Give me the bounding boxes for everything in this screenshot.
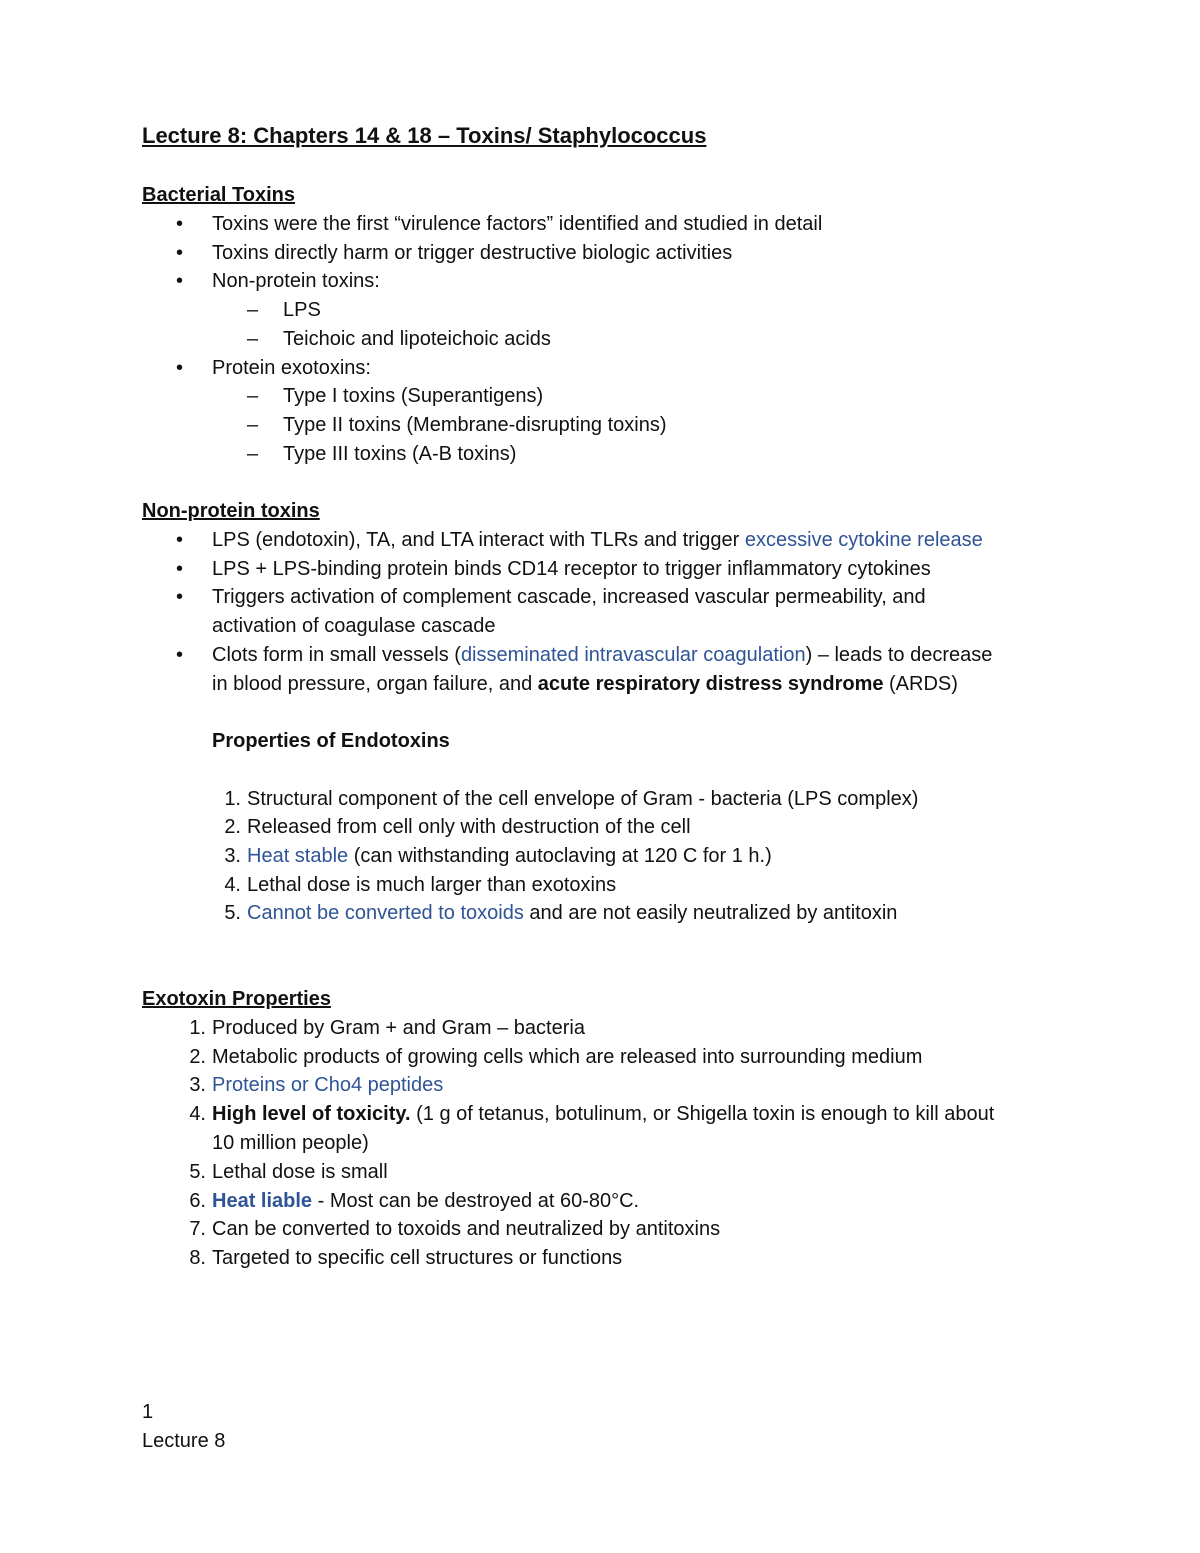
list-item: LPS + LPS-binding protein binds CD14 receptor to trigger inflammatory cytokines <box>212 558 931 580</box>
list-number: 3. <box>189 1074 206 1096</box>
item-text: and are not easily neutralized by antitoxin <box>523 902 898 924</box>
item-text: (ARDS) <box>883 673 958 695</box>
list-item-continuation: activation of coagulase cascade <box>212 615 496 637</box>
bullet-symbol: • <box>176 213 184 235</box>
list-item-continuation <box>212 672 958 696</box>
list-item <box>212 1102 994 1126</box>
highlight-text: Heat liable <box>212 1190 313 1212</box>
list-number: 8. <box>189 1247 206 1269</box>
highlight-text: Heat stable <box>247 845 349 867</box>
list-item: Non-protein toxins: <box>212 270 380 292</box>
item-text: ) – leads to decrease <box>805 644 993 666</box>
bullet-symbol: • <box>176 586 184 608</box>
list-item: Toxins were the first “virulence factors” identified and studied in detail <box>212 213 823 235</box>
highlight-text: excessive cytokine release <box>744 529 983 551</box>
list-item <box>212 1189 639 1213</box>
dash-symbol: – <box>247 414 259 436</box>
page-number: 1 <box>142 1401 154 1423</box>
list-number: 6. <box>189 1190 206 1212</box>
list-item: Toxins directly harm or trigger destructive biologic activities <box>212 242 733 264</box>
list-item: Metabolic products of growing cells which are released into surrounding medium <box>212 1046 923 1068</box>
item-text: Clots form in small vessels ( <box>212 644 461 666</box>
exotoxin-properties-heading: Exotoxin Properties <box>142 988 331 1010</box>
list-item: Targeted to specific cell structures or functions <box>212 1247 623 1269</box>
list-item: Protein exotoxins: <box>212 357 371 379</box>
sub-list-item: Teichoic and lipoteichoic acids <box>283 328 551 350</box>
list-number: 2. <box>224 816 241 838</box>
dash-symbol: – <box>247 385 259 407</box>
item-text: (can withstanding autoclaving at 120 C for 1 h.) <box>348 845 772 867</box>
endotoxin-properties-heading: Properties of Endotoxins <box>212 730 450 752</box>
list-number: 4. <box>189 1103 206 1125</box>
highlight-text: Cannot be converted to toxoids <box>247 902 524 924</box>
list-number: 5. <box>189 1161 206 1183</box>
list-item-continuation: 10 million people) <box>212 1132 369 1154</box>
bullet-symbol: • <box>176 558 184 580</box>
list-item: Triggers activation of complement cascade, increased vascular permeability, and <box>212 586 926 608</box>
list-item: Lethal dose is much larger than exotoxins <box>247 874 617 896</box>
list-number: 4. <box>224 874 241 896</box>
list-item: Proteins or Cho4 peptides <box>212 1074 444 1096</box>
dash-symbol: – <box>247 299 259 321</box>
item-text: in blood pressure, organ failure, and <box>212 673 538 695</box>
page-title: Lecture 8: Chapters 14 & 18 – Toxins/ Staphylococcus <box>142 123 707 148</box>
list-item: Produced by Gram + and Gram – bacteria <box>212 1017 585 1039</box>
list-number: 2. <box>189 1046 206 1068</box>
list-number: 5. <box>224 902 241 924</box>
list-item: Released from cell only with destruction of the cell <box>247 816 691 838</box>
list-number: 7. <box>189 1218 206 1240</box>
footer-label: Lecture 8 <box>142 1430 226 1452</box>
bullet-symbol: • <box>176 242 184 264</box>
sub-list-item: Type II toxins (Membrane-disrupting toxins) <box>283 414 667 436</box>
list-number: 1. <box>189 1017 206 1039</box>
sub-list-item: Type I toxins (Superantigens) <box>283 385 544 407</box>
bullet-symbol: • <box>176 270 184 292</box>
list-item <box>247 844 772 868</box>
list-number: 3. <box>224 845 241 867</box>
bullet-symbol: • <box>176 529 184 551</box>
list-item <box>212 528 983 552</box>
list-item <box>212 643 992 667</box>
bacterial-toxins-heading: Bacterial Toxins <box>142 184 296 206</box>
list-item <box>247 901 897 925</box>
dash-symbol: – <box>247 443 259 465</box>
list-item: Structural component of the cell envelope of Gram - bacteria (LPS complex) <box>247 788 919 810</box>
bullet-symbol: • <box>176 644 184 666</box>
list-item: Lethal dose is small <box>212 1161 388 1183</box>
item-text: LPS (endotoxin), TA, and LTA interact with TLRs and trigger <box>212 529 745 551</box>
bullet-symbol: • <box>176 357 184 379</box>
bold-text: High level of toxicity. <box>212 1103 411 1125</box>
item-text: - Most can be destroyed at 60-80°C. <box>312 1190 640 1212</box>
sub-list-item: Type III toxins (A-B toxins) <box>283 443 517 465</box>
sub-list-item: LPS <box>283 299 321 321</box>
highlight-text: disseminated intravascular coagulation <box>460 644 806 666</box>
list-item: Can be converted to toxoids and neutralized by antitoxins <box>212 1218 721 1240</box>
item-text: (1 g of tetanus, botulinum, or Shigella toxin is enough to kill about <box>410 1103 995 1125</box>
list-number: 1. <box>224 788 241 810</box>
bold-text: acute respiratory distress syndrome <box>537 673 884 695</box>
non-protein-toxins-heading: Non-protein toxins <box>142 500 320 522</box>
dash-symbol: – <box>247 328 259 350</box>
